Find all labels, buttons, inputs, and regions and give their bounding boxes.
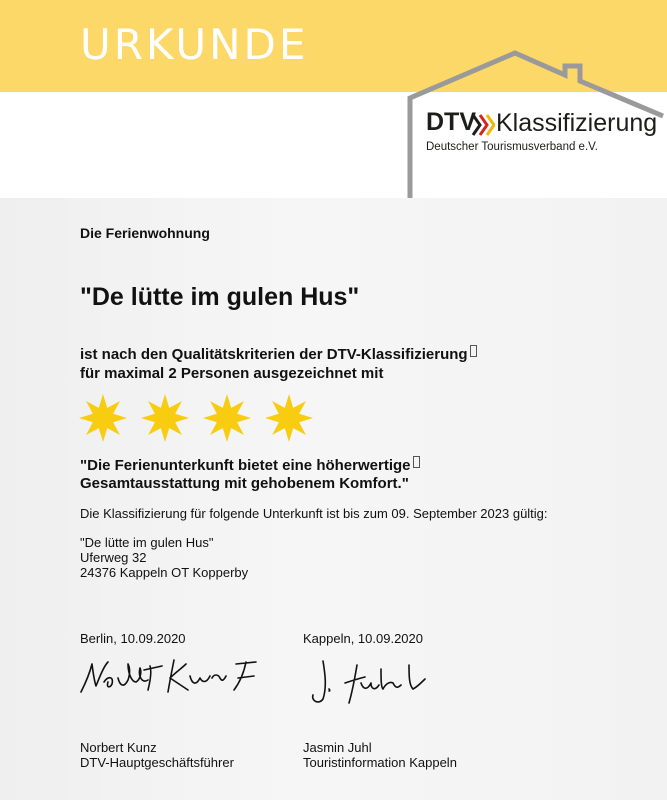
signature-right-icon [305, 655, 435, 710]
chevron-logo-icon [471, 112, 495, 138]
logo-subtitle: Deutscher Tourismusverband e.V. [426, 141, 598, 153]
quote-line-1: "Die Ferienunterkunft bietet eine höherwertige [80, 456, 420, 474]
signatory-role-left: DTV-Hauptgeschäftsführer [80, 755, 234, 770]
place-date-right: Kappeln, 10.09.2020 [303, 631, 423, 646]
document-title: URKUNDE [80, 20, 309, 69]
property-name: "De lütte im gulen Hus" [80, 283, 360, 311]
criteria-line-1: ist nach den Qualitätskriterien der DTV-Klassifizierung [80, 345, 477, 363]
criteria-line-2: für maximal 2 Personen ausgezeichnet mit [80, 365, 384, 382]
intro-text: Die Ferienwohnung [80, 225, 210, 241]
signatory-role-right: Touristinformation Kappeln [303, 755, 457, 770]
logo-name: Klassifizierung [496, 109, 658, 137]
place-date-left: Berlin, 10.09.2020 [80, 631, 186, 646]
address-street: Uferweg 32 [80, 550, 147, 565]
signature-left-icon [78, 652, 278, 702]
signatory-name-left: Norbert Kunz [80, 740, 157, 755]
star-icon [78, 393, 128, 443]
address-name: "De lütte im gulen Hus" [80, 535, 214, 550]
star-icon [202, 393, 252, 443]
address-city: 24376 Kappeln OT Kopperby [80, 565, 249, 580]
signatory-name-right: Jasmin Juhl [303, 740, 372, 755]
validity-text: Die Klassifizierung für folgende Unterkunft ist bis zum 09. September 2023 gültig: [80, 506, 548, 521]
quote-line-2: Gesamtausstattung mit gehobenem Komfort." [80, 475, 409, 492]
star-icon [140, 393, 190, 443]
star-icon [264, 393, 314, 443]
logo-brand: DTV [426, 108, 476, 136]
